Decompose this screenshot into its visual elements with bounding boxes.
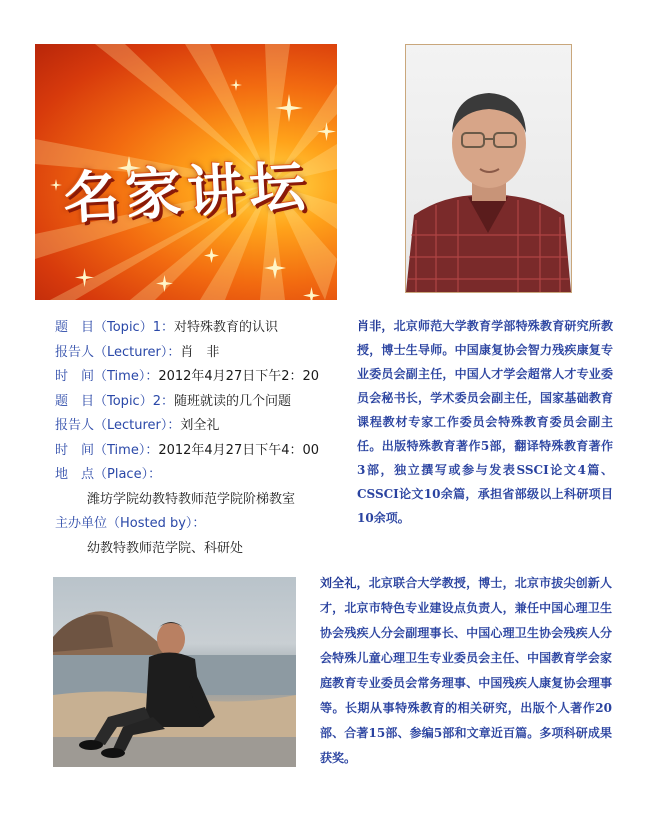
banner-title: 名家讲坛 [61, 153, 313, 233]
lecturer-2-value: 刘全礼 [180, 418, 220, 433]
topic-2-value: 随班就读的几个问题 [173, 393, 291, 409]
lecturer-2-row [55, 414, 355, 439]
banner [35, 44, 337, 300]
time-2-row [55, 439, 355, 464]
lecturer-2-bio-text: 北京联合大学教授，博士，北京市拔尖创新人才，北京市特色专业建设点负责人，兼任中国心理卫生协会残疾人分会副理事长、中国心理卫生协会残疾人分会特殊儿童心理卫生专业委员会主任、中国教育学会家庭教育专业委员会常务理事、中国残疾人康复协会理事等。长期从事特殊教育的相关研究，出版个人著作20部、合著15部、参编5部和文章近百篇。多项科研成果获奖。 [320, 576, 612, 765]
topic-2-row [55, 390, 355, 415]
place-row [55, 463, 355, 488]
lecturer-1-label: 报告人（Lecturer）： [55, 344, 181, 360]
lecture-info [55, 316, 355, 561]
topic-1-row [55, 316, 355, 341]
lecturer-2-label: 报告人（Lecturer）： [55, 418, 181, 433]
time-2-label: 时 间（Time）： [55, 442, 159, 458]
time-1-value: 2012年4月27日下午2：20 [158, 369, 320, 384]
topic-1-label: 题 目（Topic）1： [55, 320, 174, 335]
host-row [55, 512, 355, 537]
lecturer-1-photo [405, 44, 572, 293]
lecturer-1-bio-text: 北京师范大学教育学部特殊教育研究所教授，博士生导师。中国康复协会智力残疾康复专业委员会副主任，中国人才学会超常人才专业委员会秘书长，学术委员会副主任，国家基础教育课程教材专家工作委员会特殊教育委员会副主任。出版特殊教育著作5部，翻译特殊教育著作3部，独立撰写或参与发表SSCI论文4篇、CSSCI论文10余篇，承担省部级以上科研项目10余项。 [357, 319, 613, 525]
lecturer-1-bio [357, 314, 613, 530]
time-2-value: 2012年4月27日下午4：00 [158, 442, 320, 458]
place-label: 地 点（Place）： [55, 467, 162, 482]
host-label: 主办单位（Hosted by）： [55, 516, 206, 531]
lecturer-2-bio-name: 刘全礼， [320, 576, 369, 590]
host-value: 幼教特教师范学院、科研处 [87, 540, 244, 556]
topic-2-label: 题 目（Topic）2： [55, 393, 174, 409]
lecturer-1-row [55, 341, 355, 366]
lecturer-2-bio [320, 571, 612, 771]
time-1-label: 时 间（Time）： [55, 369, 159, 384]
time-1-row [55, 365, 355, 390]
topic-1-value: 对特殊教育的认识 [173, 320, 278, 335]
lecturer-2-photo [53, 577, 296, 767]
lecturer-1-value: 肖 非 [180, 344, 220, 360]
lecturer-1-bio-name: 肖非， [357, 319, 394, 333]
place-value: 潍坊学院幼教特教师范学院阶梯教室 [87, 491, 296, 507]
